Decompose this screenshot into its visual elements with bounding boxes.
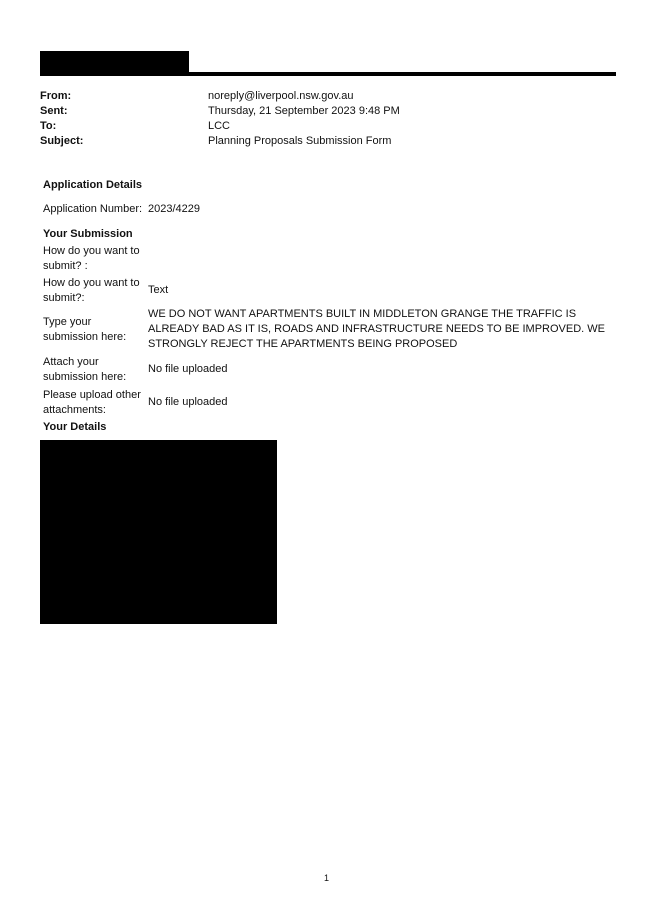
email-header	[40, 89, 600, 149]
attach-value: No file uploaded	[148, 363, 228, 375]
submission-form	[43, 177, 613, 435]
attach-row	[43, 353, 613, 386]
sent-row	[40, 104, 600, 119]
application-number-label: Application Number:	[43, 203, 143, 215]
application-number-row	[43, 193, 613, 226]
sent-value: Thursday, 21 September 2023 9:48 PM	[208, 105, 400, 117]
attach-label: Attach your submission here:	[43, 355, 127, 383]
from-label: From:	[40, 90, 72, 102]
from-row	[40, 89, 600, 104]
to-label: To:	[40, 120, 57, 132]
application-number-value: 2023/4229	[148, 203, 200, 215]
sent-label: Sent:	[40, 105, 68, 117]
page-number: 1	[323, 873, 329, 883]
subject-row	[40, 134, 600, 149]
your-submission-heading: Your Submission	[43, 228, 133, 240]
application-details-heading: Application Details	[43, 179, 143, 191]
type-submission-label: Type your submission here:	[43, 315, 127, 343]
subject-label: Subject:	[40, 135, 84, 147]
other-attach-label: Please upload other attachments:	[43, 388, 141, 416]
header-rule	[40, 72, 616, 76]
how-submit2-label: How do you want to submit?:	[43, 276, 140, 304]
type-submission-value: WE DO NOT WANT APARTMENTS BUILT IN MIDDLETON GRANGE THE TRAFFIC IS ALREADY BAD AS IT IS, ROADS AND INFRASTRUCTURE NEEDS TO BE IMPROVED. WE STRONGLY REJECT THE APARTMENTS BEING PROPOSED	[148, 308, 606, 350]
other-attach-value: No file uploaded	[148, 396, 228, 408]
how-submit2-value: Text	[148, 284, 169, 296]
from-value: noreply@liverpool.nsw.gov.au	[208, 90, 354, 102]
redaction-block-details	[40, 440, 277, 624]
your-details-heading: Your Details	[43, 421, 107, 433]
how-submit-row	[43, 242, 613, 275]
to-value: LCC	[208, 120, 231, 132]
type-submission-row	[43, 306, 613, 353]
how-submit-label: How do you want to submit? :	[43, 244, 140, 272]
redaction-block-header	[40, 51, 189, 72]
subject-value: Planning Proposals Submission Form	[208, 135, 392, 147]
other-attach-row	[43, 386, 613, 419]
to-row	[40, 119, 600, 134]
how-submit2-row	[43, 275, 613, 306]
